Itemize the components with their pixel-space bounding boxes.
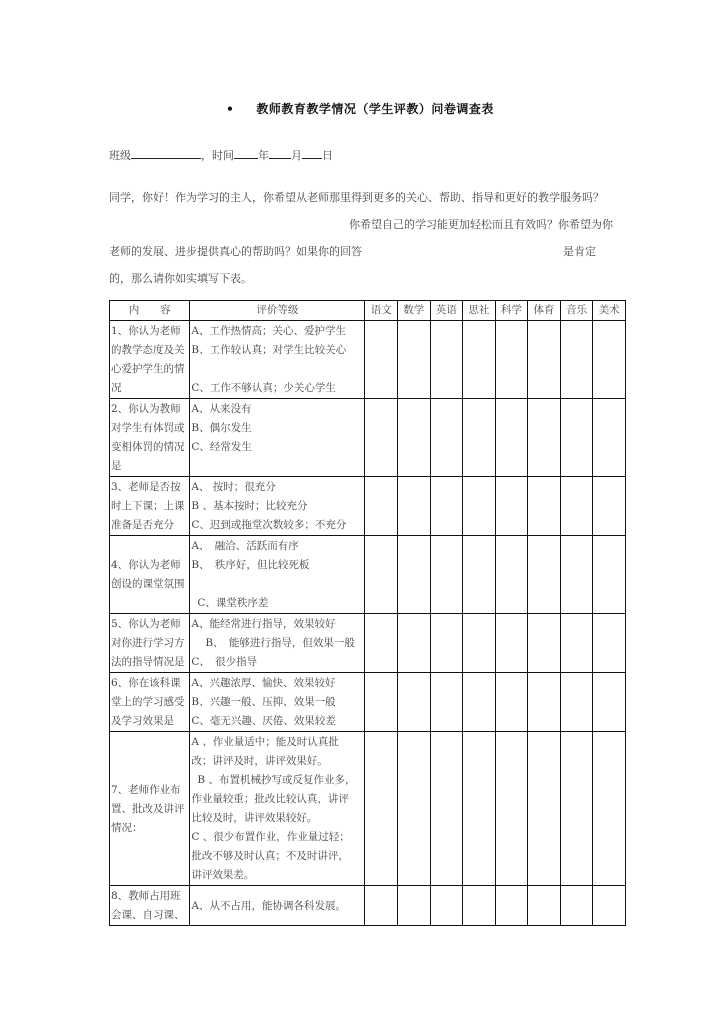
question-cell (110, 614, 190, 673)
question-text-line: 对你进行学习方 (111, 637, 185, 649)
header-subject-music: 音乐 (560, 301, 593, 321)
table-row (110, 399, 626, 477)
grade-option: A 、作业量适中；能及时认真批 (191, 736, 339, 748)
grade-options-cell (190, 673, 365, 732)
question-text-line: 对学生有体罚或 (111, 422, 185, 434)
rating-cell-science[interactable] (495, 732, 528, 886)
rating-cell-science[interactable] (495, 614, 528, 673)
grade-option: A、兴趣浓厚、愉快、效果较好 (191, 677, 336, 689)
grade-option: C、工作不够认真；少关心学生 (191, 382, 336, 394)
rating-cell-math[interactable] (398, 614, 431, 673)
question-text-line: 情况： (111, 821, 143, 834)
question-cell (110, 886, 190, 926)
grade-option: A、工作热情高；关心、爱护学生 (191, 325, 346, 337)
rating-cell-social[interactable] (463, 673, 496, 732)
question-text-line: 会课、自习课、 (111, 909, 185, 921)
rating-cell-pe[interactable] (528, 673, 561, 732)
rating-cell-music[interactable] (560, 399, 593, 477)
rating-cell-science[interactable] (495, 536, 528, 614)
year-blank[interactable] (234, 147, 258, 159)
rating-cell-art[interactable] (593, 399, 626, 477)
rating-cell-pe[interactable] (528, 614, 561, 673)
rating-cell-art[interactable] (593, 614, 626, 673)
header-subject-science: 科学 (495, 301, 528, 321)
rating-cell-math[interactable] (398, 732, 431, 886)
class-label: 班级 (109, 149, 131, 162)
question-cell (110, 536, 190, 614)
question-text-line: 的教学态度及关 (111, 344, 185, 356)
rating-cell-pe[interactable] (528, 477, 561, 536)
table-row (110, 614, 626, 673)
grade-option: C、课堂秩序差 (197, 597, 269, 609)
bullet-icon: • (226, 102, 235, 116)
question-text-line: 创设的课堂氛围 (111, 578, 185, 590)
rating-cell-music[interactable] (560, 614, 593, 673)
header-subject-pe: 体育 (528, 301, 561, 321)
rating-cell-english[interactable] (430, 614, 463, 673)
grade-options-cell (190, 614, 365, 673)
question-text-line: 堂上的学习感受 (111, 696, 185, 708)
header-grade: 评价等级 (190, 301, 365, 321)
question-text-line: 法的指导情况是 (111, 656, 185, 668)
grade-option: B、 能够进行指导，但效果一般 (205, 637, 355, 649)
question-text-line: 1、你认为老师 (111, 325, 181, 337)
rating-cell-social[interactable] (463, 536, 496, 614)
table-row (110, 536, 626, 614)
blank-line (191, 360, 364, 379)
year-label: 年 (258, 149, 269, 162)
grade-option: A、从来没有 (191, 403, 252, 415)
time-label: ，时间 (201, 149, 234, 162)
question-text-line: 变相体罚的情况 (111, 441, 185, 453)
rating-cell-math[interactable] (398, 477, 431, 536)
rating-cell-chinese[interactable] (365, 536, 398, 614)
header-subject-english: 英语 (430, 301, 463, 321)
question-cell (110, 399, 190, 477)
intro-line-4: 的，那么请你如实填写下表。 (109, 272, 252, 285)
rating-cell-math[interactable] (398, 886, 431, 926)
rating-cell-chinese[interactable] (365, 399, 398, 477)
rating-cell-science[interactable] (495, 321, 528, 399)
rating-cell-music[interactable] (560, 732, 593, 886)
rating-cell-science[interactable] (495, 399, 528, 477)
rating-cell-math[interactable] (398, 536, 431, 614)
question-text-line: 4、你认为老师 (111, 559, 181, 571)
rating-cell-english[interactable] (430, 886, 463, 926)
grade-option: C、毫无兴趣、厌倦、效果较差 (191, 715, 336, 727)
rating-cell-science[interactable] (495, 673, 528, 732)
rating-cell-music[interactable] (560, 321, 593, 399)
evaluation-table (109, 300, 626, 926)
header-subject-math: 数学 (398, 301, 431, 321)
grade-option: A、 融洽、活跃而有序 (191, 540, 299, 552)
rating-cell-english[interactable] (430, 321, 463, 399)
intro-line-3b: 是肯定 (563, 245, 596, 258)
header-subject-chinese: 语文 (365, 301, 398, 321)
intro-line-1: 同学，你好！作为学习的主人，你希望从老师那里得到更多的关心、帮助、指导和更好的教学服务吗？ (109, 191, 604, 204)
table-row (110, 477, 626, 536)
rating-cell-english[interactable] (430, 477, 463, 536)
question-text-line: 及学习效果是 (111, 715, 174, 727)
table-row (110, 732, 626, 886)
rating-cell-pe[interactable] (528, 536, 561, 614)
rating-cell-social[interactable] (463, 732, 496, 886)
table-row (110, 673, 626, 732)
rating-cell-art[interactable] (593, 477, 626, 536)
grade-option: B、工作较认真；对学生比较关心 (191, 344, 347, 356)
question-text-line: 5、你认为老师 (111, 618, 181, 630)
grade-option: C 、很少布置作业，作业量过轻； (191, 831, 350, 843)
grade-options-cell (190, 399, 365, 477)
rating-cell-chinese[interactable] (365, 732, 398, 886)
question-text-line: 心爱护学生的情 (111, 363, 185, 375)
grade-options-cell (190, 536, 365, 614)
rating-cell-english[interactable] (430, 536, 463, 614)
rating-cell-social[interactable] (463, 886, 496, 926)
rating-cell-social[interactable] (463, 477, 496, 536)
grade-options-cell (190, 477, 365, 536)
question-cell (110, 673, 190, 732)
blank-line (191, 575, 364, 594)
rating-cell-music[interactable] (560, 673, 593, 732)
grade-option: A、 按时；很充分 (191, 481, 276, 493)
rating-cell-science[interactable] (495, 886, 528, 926)
grade-option: 批改不够及时认真；不及时讲评， (191, 850, 349, 862)
rating-cell-chinese[interactable] (365, 321, 398, 399)
intro-line-3a: 老师的发展、进步提供真心的帮助吗？如果你的回答 (109, 245, 362, 258)
rating-cell-science[interactable] (495, 477, 528, 536)
title-text: 教师教育教学情况（学生评教）问卷调查表 (256, 102, 494, 116)
rating-cell-english[interactable] (430, 732, 463, 886)
rating-cell-art[interactable] (593, 673, 626, 732)
header-content: 内 容 (110, 301, 190, 321)
question-text-line: 6、你在该科课 (111, 677, 181, 689)
question-cell (110, 477, 190, 536)
table-header-row (110, 301, 626, 321)
day-blank[interactable] (302, 147, 322, 159)
grade-option: B、兴趣一般、压抑、效果一般 (191, 696, 336, 708)
grade-option: B 、布置机械抄写或反复作业多， (197, 774, 356, 786)
question-text-line: 2、你认为教师 (111, 403, 181, 415)
grade-option: 讲评效果差。 (191, 869, 255, 881)
rating-cell-music[interactable] (560, 886, 593, 926)
month-blank[interactable] (269, 147, 291, 159)
class-date-line (109, 147, 333, 163)
rating-cell-art[interactable] (593, 886, 626, 926)
rating-cell-pe[interactable] (528, 321, 561, 399)
question-text-line: 8、教师占用班 (111, 890, 181, 902)
grade-option: C、 很少指导 (191, 656, 258, 668)
question-cell (110, 321, 190, 399)
grade-options-cell (190, 886, 365, 926)
grade-option: A、从不占用，能协调各科发展。 (191, 899, 346, 912)
rating-cell-art[interactable] (593, 321, 626, 399)
day-label: 日 (322, 149, 333, 162)
question-text-line: 况 (111, 382, 122, 394)
month-label: 月 (291, 149, 302, 162)
rating-cell-chinese[interactable] (365, 673, 398, 732)
grade-option: C、迟到或拖堂次数较多；不充分 (191, 519, 347, 531)
rating-cell-art[interactable] (593, 732, 626, 886)
rating-cell-social[interactable] (463, 614, 496, 673)
question-cell (110, 732, 190, 886)
rating-cell-english[interactable] (430, 399, 463, 477)
grade-option: B、 秩序好，但比较死板 (191, 559, 310, 571)
rating-cell-chinese[interactable] (365, 477, 398, 536)
rating-cell-art[interactable] (593, 536, 626, 614)
intro-line-2: 你希望自己的学习能更加轻松而且有效吗？你希望为你 (349, 218, 613, 231)
question-text-line: 是 (111, 460, 122, 472)
table-row (110, 321, 626, 399)
rating-cell-pe[interactable] (528, 886, 561, 926)
grade-options-cell (190, 321, 365, 399)
grade-option: B、偶尔发生 (191, 422, 252, 434)
rating-cell-english[interactable] (430, 673, 463, 732)
rating-cell-social[interactable] (463, 399, 496, 477)
grade-option: 改；讲评及时，讲评效果好。 (191, 755, 328, 767)
table-row (110, 886, 626, 926)
rating-cell-chinese[interactable] (365, 614, 398, 673)
question-text-line: 准备是否充分 (111, 519, 174, 531)
grade-option: B 、基本按时；比较充分 (191, 500, 308, 512)
rating-cell-math[interactable] (398, 321, 431, 399)
class-blank[interactable] (131, 147, 201, 159)
rating-cell-music[interactable] (560, 536, 593, 614)
document-title (0, 100, 720, 117)
grade-option: 作业量较重；批改比较认真，讲评 (191, 793, 349, 805)
grade-option: 比较及时，讲评效果较好。 (191, 812, 318, 824)
rating-cell-social[interactable] (463, 321, 496, 399)
header-subject-social: 思社 (463, 301, 496, 321)
rating-cell-math[interactable] (398, 673, 431, 732)
question-text-line: 置、批改及讲评 (111, 802, 185, 815)
question-text-line: 时上下课；上课 (111, 500, 185, 512)
rating-cell-pe[interactable] (528, 732, 561, 886)
grade-option: C、经常发生 (191, 441, 252, 453)
rating-cell-chinese[interactable] (365, 886, 398, 926)
question-text-line: 7、老师作业布 (111, 783, 181, 796)
header-subject-art: 美术 (593, 301, 626, 321)
question-text-line: 3、老师是否按 (111, 481, 181, 493)
rating-cell-math[interactable] (398, 399, 431, 477)
grade-option: A、能经常进行指导，效果较好 (191, 618, 336, 630)
rating-cell-music[interactable] (560, 477, 593, 536)
grade-options-cell (190, 732, 365, 886)
rating-cell-pe[interactable] (528, 399, 561, 477)
